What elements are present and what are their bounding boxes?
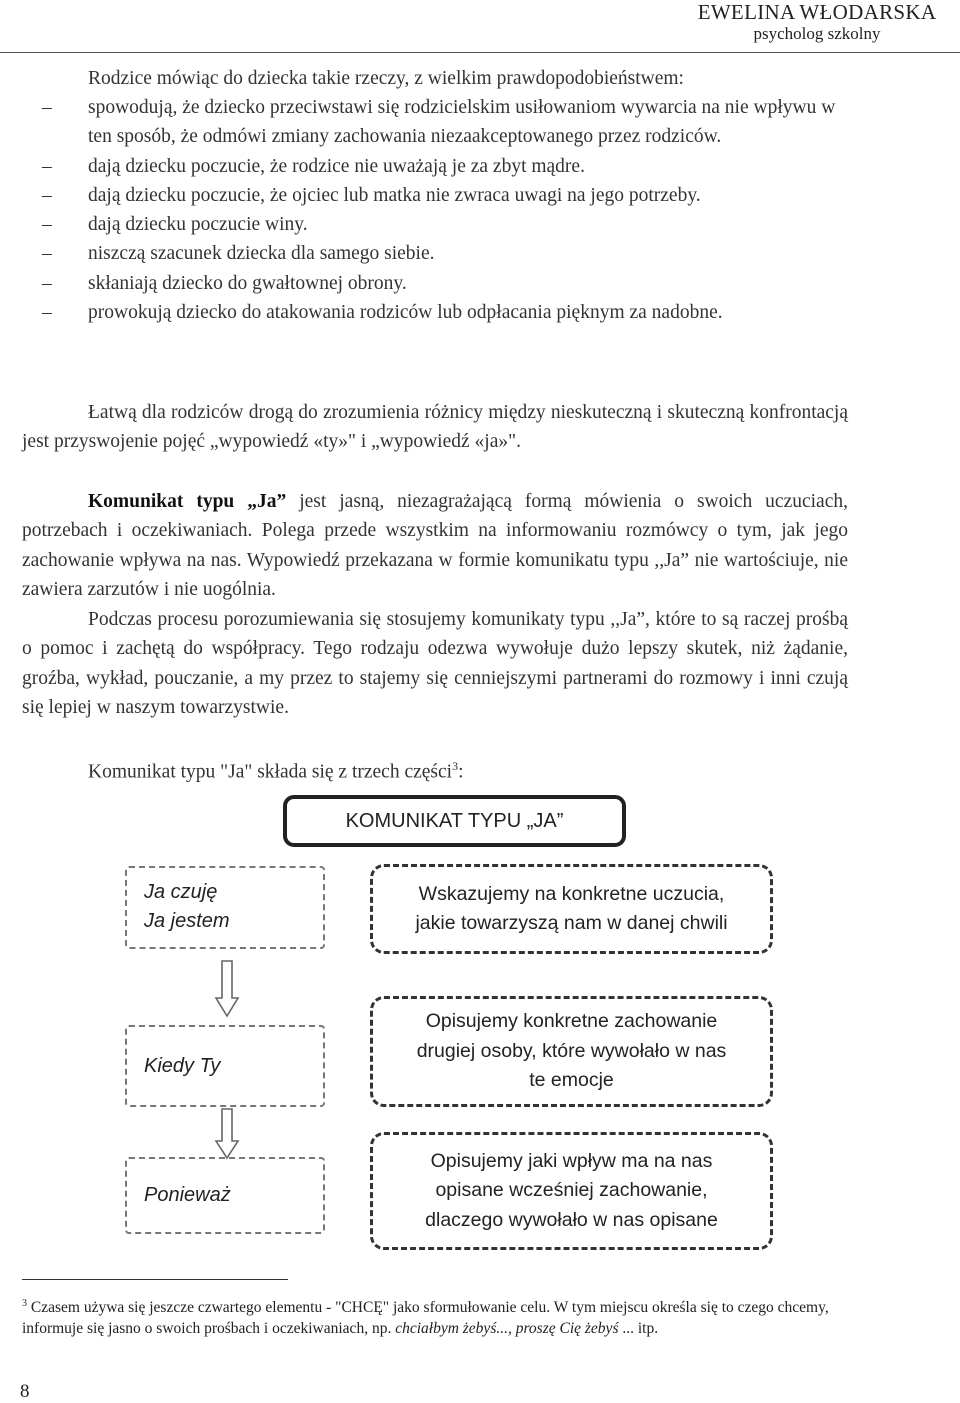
dash-icon: – — [42, 97, 52, 118]
left-box-line: Kiedy Ty — [144, 1054, 221, 1077]
left-box-line: Ja czuję — [144, 881, 218, 903]
page-header — [682, 0, 952, 44]
list-item — [22, 239, 848, 268]
list-item — [22, 93, 848, 152]
list-item-text: dają dziecku poczucie winy. — [88, 214, 308, 236]
diagram-title: KOMUNIKAT TYPU „JA” — [345, 809, 564, 832]
diagram-intro-end: : — [458, 761, 464, 783]
header-rule — [0, 52, 960, 53]
dash-icon: – — [42, 184, 52, 206]
right-box-line: opisane wcześniej zachowanie, — [435, 1179, 708, 1202]
right-box-behavior — [370, 996, 773, 1107]
left-box-when — [125, 1025, 325, 1107]
paragraph-2-bold: Komunikat typu „Ja” — [88, 491, 287, 512]
page-number: 8 — [20, 1381, 30, 1402]
right-box-feelings — [370, 864, 773, 954]
author-name: EWELINA WŁODARSKA — [697, 0, 937, 24]
list-item-text: dają dziecku poczucie, że rodzice nie uważają je za zbyt mądre. — [88, 155, 585, 177]
right-box-impact — [370, 1132, 773, 1250]
right-box-line: Wskazujemy na konkretne uczucia, — [418, 882, 725, 905]
message-diagram — [0, 790, 960, 1260]
left-box-line: Ponieważ — [144, 1184, 231, 1206]
paragraph-2-text: jest jasną, niezagrażającą formą mówienia o swoich uczuciach, potrzebach i oczekiwaniach. Polega przede wszystkim na informowaniu rozmówcy o tym, jak jego zachowanie wpływa na nas. Wypowiedź przekazana w formie komunikatu typu ,,Ja” nie wartościuje, nie zawiera zarzutów i nie uogólnia. — [22, 491, 848, 600]
footnote — [22, 1293, 842, 1339]
paragraph-3-text: Podczas procesu porozumiewania się stosujemy komunikaty typu ,,Ja”, które to są raczej prośbą o pomoc i zachętą do współpracy. Tego rodzaju odezwa wywołuje dużo lepszy skutek, niż żądanie, groźba, wykład, pouczanie, a my przez to stajemy się cenniejszymi partnerami do rozmowy i inni czują się lepiej w naszym towarzystwie. — [22, 609, 848, 718]
paragraph-2 — [22, 487, 848, 604]
right-box-line: jakie towarzyszą nam w danej chwili — [415, 912, 728, 934]
dash-icon: – — [42, 302, 52, 324]
list-item-text: niszczą szacunek dziecka dla samego siebie. — [88, 243, 435, 265]
dash-icon: – — [42, 272, 52, 294]
intro-text: Rodzice mówiąc do dziecka takie rzeczy, z wielkim prawdopodobieństwem: — [88, 68, 684, 89]
right-box-line: Opisujemy konkretne zachowanie — [425, 1010, 718, 1033]
diagram-intro-text: Komunikat typu "Ja" składa się z trzech części — [88, 761, 453, 783]
right-box-line: te emocje — [529, 1069, 614, 1092]
author-role: psycholog szkolny — [753, 24, 881, 43]
footnote-rule — [22, 1279, 288, 1280]
list-item — [22, 152, 848, 181]
left-box-line: Ja jestem — [144, 910, 230, 932]
list-item-text: spowodują, że dziecko przeciwstawi się rodzicielskim usiłowaniom wywarcia na nie wpływu w ten sposób, że odmówi zmiany zachowania niezaakceptowanego przez rodziców. — [88, 97, 836, 148]
paragraph-1 — [22, 398, 848, 457]
right-box-line: Opisujemy jaki wpływ ma na nas — [430, 1149, 713, 1172]
dash-icon: – — [42, 243, 52, 265]
right-box-line: dlaczego wywołało w nas opisane — [425, 1208, 718, 1231]
list-item — [22, 181, 848, 210]
left-box-feel — [125, 866, 325, 949]
list-item — [22, 269, 848, 298]
consequences-list — [22, 93, 848, 327]
footnote-number: 3 — [22, 1298, 27, 1309]
left-box-because — [125, 1157, 325, 1234]
diagram-intro — [88, 752, 464, 787]
right-box-line: drugiej osoby, które wywołało w nas — [416, 1039, 727, 1062]
diagram-title-box — [283, 795, 626, 847]
dash-icon: – — [42, 155, 52, 177]
down-arrow-icon — [214, 1108, 240, 1160]
list-item — [22, 210, 848, 239]
list-item-text: prowokują dziecko do atakowania rodziców lub odpłacania pięknym za nadobne. — [88, 302, 723, 324]
footnote-italic: chciałbym żebyś..., proszę Cię żebyś — [395, 1320, 619, 1338]
footnote-ref: 3 — [452, 759, 459, 773]
list-item-text: dają dziecku poczucie, że ojciec lub matka nie zwraca uwagi na jego potrzeby. — [88, 184, 701, 206]
paragraph-3 — [22, 605, 848, 722]
list-item-text: skłaniają dziecko do gwałtownej obrony. — [88, 272, 407, 294]
footnote-end: ... itp. — [618, 1320, 659, 1338]
footnote-text: Czasem używa się jeszcze czwartego elementu - "CHCĘ" jako sformułowanie celu. W tym miejscu określa się to czego chcemy, informuje się jasno o swoich prośbach i oczekiwaniach, np. — [22, 1299, 829, 1338]
list-item — [22, 298, 848, 327]
dash-icon: – — [42, 214, 52, 236]
down-arrow-icon — [214, 960, 240, 1018]
paragraph-1-text: Łatwą dla rodziców drogą do zrozumienia różnicy między nieskuteczną i skuteczną konfrontacją jest przyswojenie pojęć „wypowiedź «ty»" i „wypowiedź «ja»". — [22, 402, 848, 453]
